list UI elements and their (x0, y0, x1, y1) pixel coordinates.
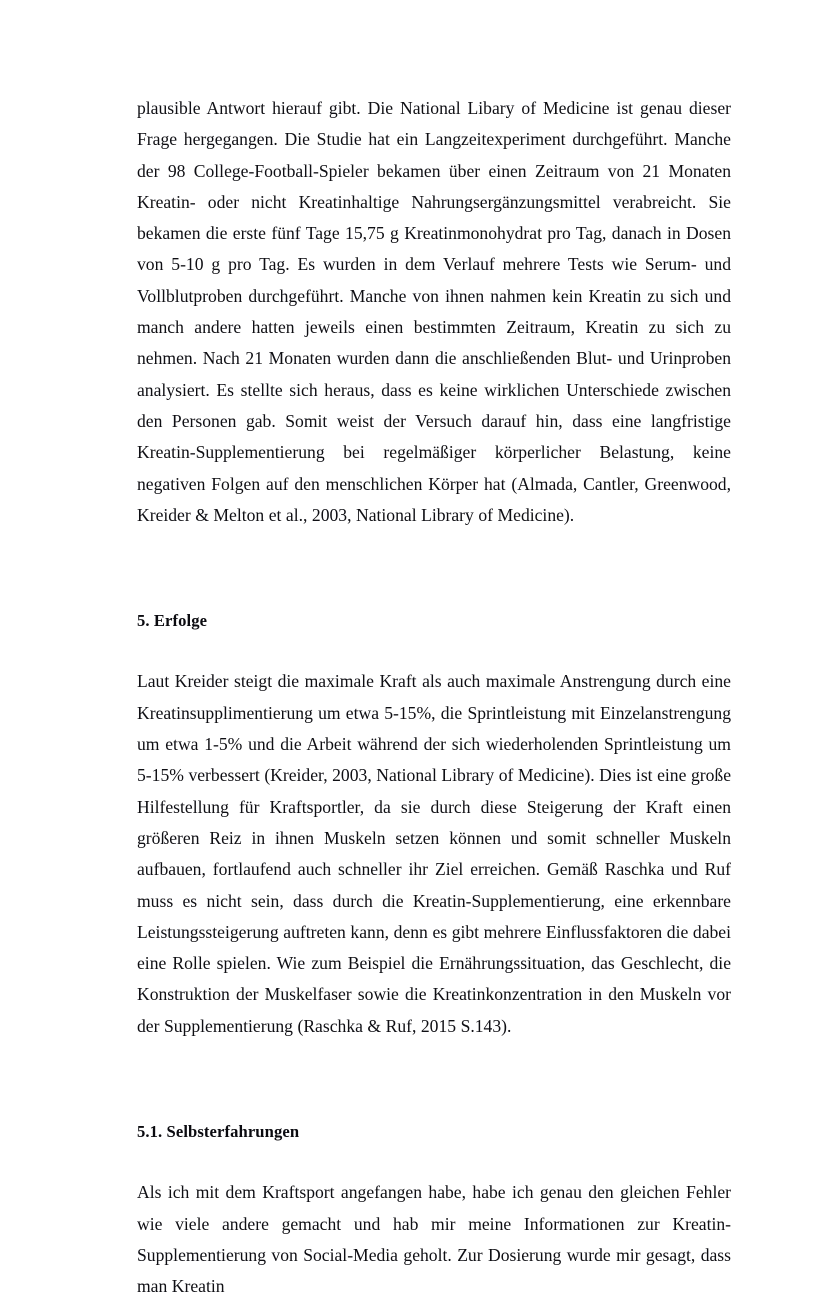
section-heading-5-1-selbsterfahrungen: 5.1. Selbsterfahrungen (137, 1122, 300, 1142)
section-spacer-before-erfolge (137, 531, 731, 605)
section-spacer-before-selbsterfahrungen (137, 1042, 731, 1116)
heading-spacer-selbsterfahrungen (137, 1147, 731, 1177)
page-content-column (137, 93, 731, 1303)
section-5-1-paragraph: Als ich mit dem Kraftsport angefangen habe, habe ich genau den gleichen Fehler wie viele andere gemacht und hab mir meine Informationen zur Kreatin-Supplementierung von Social-Media geholt. Zur Dosierung wurde mir gesagt, dass man Kreatin (137, 1182, 731, 1297)
body-paragraph-continued: plausible Antwort hierauf gibt. Die National Libary of Medicine ist genau dieser Frage hergegangen. Die Studie hat ein Langzeitexperiment durchgeführt. Manche der 98 College-Football-Spieler bekamen über einen Zeitraum von 21 Monaten Kreatin- oder nicht Kreatinhaltige Nahrungsergänzungsmittel verabreicht. Sie bekamen die erste fünf Tage 15,75 g Kreatinmonohydrat pro Tag, danach in Dosen von 5-10 g pro Tag. Es wurden in dem Verlauf mehrere Tests wie Serum- und Vollblutproben durchgeführt. Manche von ihnen nahmen kein Kreatin zu sich und manch andere hatten jeweils einen bestimmten Zeitraum, Kreatin zu sich zu nehmen. Nach 21 Monaten wurden dann die anschließenden Blut- und Urinproben analysiert. Es stellte sich heraus, dass es keine wirklichen Unterschiede zwischen den Personen gab. Somit weist der Versuch darauf hin, dass eine langfristige Kreatin-Supplementierung bei regelmäßiger körperlicher Belastung, keine negativen Folgen auf den menschlichen Körper hat (Almada, Cantler, Greenwood, Kreider & Melton et al., 2003, National Library of Medicine). (137, 98, 731, 525)
section-5-paragraph: Laut Kreider steigt die maximale Kraft als auch maximale Anstrengung durch eine Kreatinsupplimentierung um etwa 5-15%, die Sprintleistung mit Einzelanstrengung um etwa 1-5% und die Arbeit während der sich wiederholenden Sprintleistung um 5-15% verbessert (Kreider, 2003, National Library of Medicine). Dies ist eine große Hilfestellung für Kraftsportler, da sie durch diese Steigerung der Kraft einen größeren Reiz in ihnen Muskeln setzen können und somit schneller Muskeln aufbauen, fortlaufend auch schneller ihr Ziel erreichen. Gemäß Raschka und Ruf muss es nicht sein, dass durch die Kreatin-Supplementierung, eine erkennbare Leistungssteigerung auftreten kann, denn es gibt mehrere Einflussfaktoren die dabei eine Rolle spielen. Wie zum Beispiel die Ernährungssituation, das Geschlecht, die Konstruktion der Muskelfaser sowie die Kreatinkonzentration in den Muskeln vor der Supplementierung (Raschka & Ruf, 2015 S.143). (137, 671, 731, 1036)
heading-spacer-erfolge (137, 636, 731, 666)
section-heading-5-erfolge: 5. Erfolge (137, 611, 208, 631)
